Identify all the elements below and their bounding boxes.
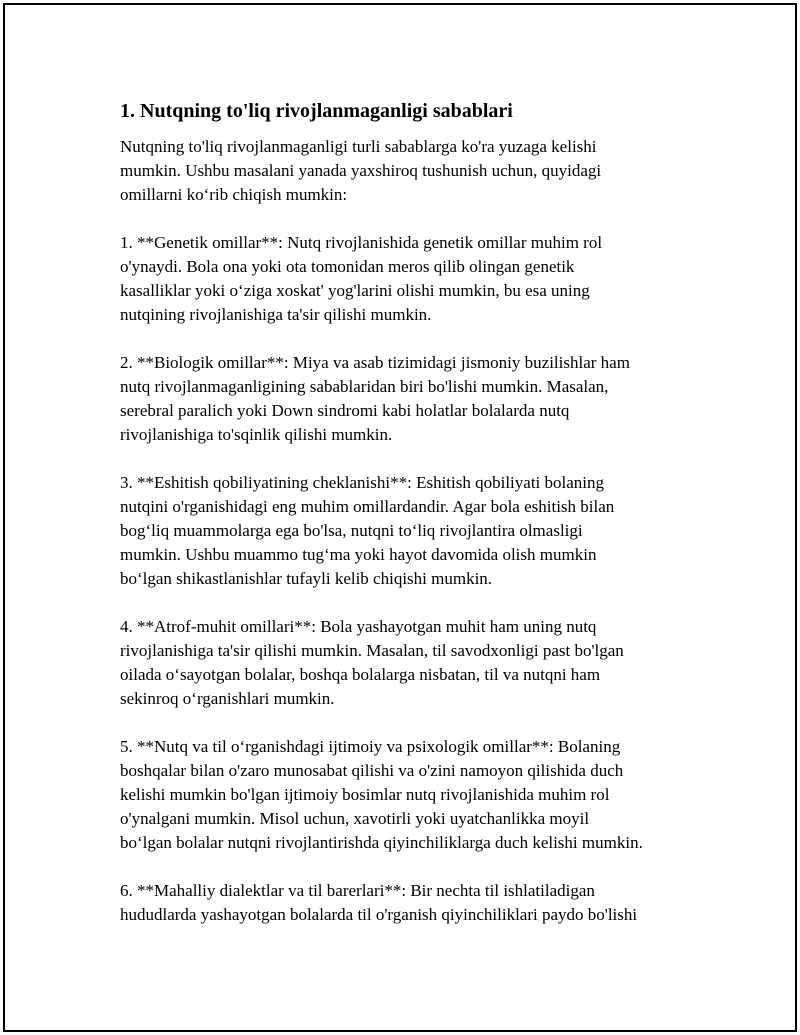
paragraph-hearing-limitation: [120, 471, 700, 591]
text-line: Nutqning to'liq rivojlanmaganligi turli sabablarga ko'ra yuzaga kelishi: [120, 137, 597, 156]
page-frame: [3, 3, 797, 1032]
text-line: kelishi mumkin bo'lgan ijtimoiy bosimlar nutq rivojlanishida muhim rol: [120, 785, 610, 804]
text-line: 2. **Biologik omillar**: Miya va asab tizimidagi jismoniy buzilishlar ham: [120, 353, 630, 372]
text-line: mumkin. Ushbu masalani yanada yaxshiroq tushunish uchun, quyidagi: [120, 161, 602, 180]
paragraph-social-psychological-factors: [120, 735, 700, 855]
paragraph-biological-factors: [120, 351, 700, 447]
text-line: 3. **Eshitish qobiliyatining cheklanishi**: Eshitish qobiliyati bolaning: [120, 473, 605, 492]
text-line: 6. **Mahalliy dialektlar va til barerlari**: Bir nechta til ishlatiladigan: [120, 881, 595, 900]
text-line: bog‘liq muammolarga ega bo'lsa, nutqni to‘liq rivojlantira olmasligi: [120, 521, 583, 540]
text-line: rivojlanishiga ta'sir qilishi mumkin. Masalan, til savodxonligi past bo'lgan: [120, 641, 624, 660]
paragraph-environment-factors: [120, 615, 700, 711]
text-line: boshqalar bilan o'zaro munosabat qilishi va o'zini namoyon qilishida duch: [120, 761, 624, 780]
text-line: 4. **Atrof-muhit omillari**: Bola yashayotgan muhit ham uning nutq: [120, 617, 597, 636]
text-line: bo‘lgan shikastlanishlar tufayli kelib chiqishi mumkin.: [120, 569, 493, 588]
text-line: kasalliklar yoki o‘ziga xoskat' yog'larini olishi mumkin, bu esa uning: [120, 281, 590, 300]
paragraph-intro: [120, 135, 700, 207]
text-line: nutqini o'rganishidagi eng muhim omillardandir. Agar bola eshitish bilan: [120, 497, 615, 516]
text-line: 1. **Genetik omillar**: Nutq rivojlanishida genetik omillar muhim rol: [120, 233, 603, 252]
document-body: [120, 97, 700, 951]
text-line: nutqining rivojlanishiga ta'sir qilishi mumkin.: [120, 305, 432, 324]
text-line: 5. **Nutq va til o‘rganishdagi ijtimoiy va psixologik omillar**: Bolaning: [120, 737, 621, 756]
text-line: o'ynalgani mumkin. Misol uchun, xavotirli yoki uyatchanlikka moyil: [120, 809, 590, 828]
text-line: oilada o‘sayotgan bolalar, boshqa bolalarga nisbatan, til va nutqni ham: [120, 665, 601, 684]
text-line: o'ynaydi. Bola ona yoki ota tomonidan meros qilib olingan genetik: [120, 257, 575, 276]
text-line: rivojlanishiga to'sqinlik qilishi mumkin.: [120, 425, 393, 444]
text-line: mumkin. Ushbu muammo tug‘ma yoki hayot davomida olish mumkin: [120, 545, 597, 564]
section-heading: 1. Nutqning to'liq rivojlanmaganligi sabablari: [120, 100, 513, 122]
text-line: omillarni ko‘rib chiqish mumkin:: [120, 185, 348, 204]
text-line: sekinroq o‘rganishlari mumkin.: [120, 689, 335, 708]
text-line: serebral paralich yoki Down sindromi kabi holatlar bolalarda nutq: [120, 401, 570, 420]
paragraph-genetic-factors: [120, 231, 700, 327]
text-line: bo‘lgan bolalar nutqni rivojlantirishda qiyinchiliklarga duch kelishi mumkin.: [120, 833, 643, 852]
paragraph-dialects-language-barriers: [120, 879, 700, 927]
text-line: nutq rivojlanmaganligining sabablaridan biri bo'lishi mumkin. Masalan,: [120, 377, 609, 396]
text-line: hududlarda yashayotgan bolalarda til o'rganish qiyinchiliklari paydo bo'lishi: [120, 905, 638, 924]
